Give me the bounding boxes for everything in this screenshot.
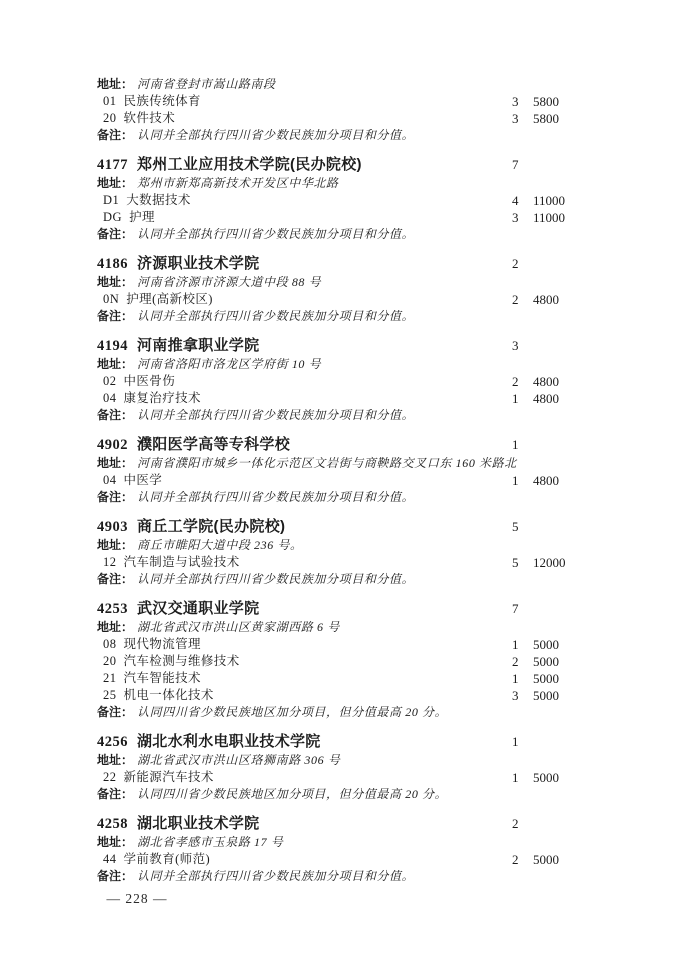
program-count: 1 — [512, 637, 519, 652]
address-text: 河南省濮阳市城乡一体化示范区文岩街与商鞅路交叉口东 160 米路北 — [137, 456, 517, 470]
program-fee: 5000 — [533, 688, 559, 703]
college-title-row — [97, 434, 680, 455]
program-rows — [97, 636, 680, 704]
college-address-row — [97, 175, 680, 192]
program-name: 康复治疗技术 — [123, 391, 201, 405]
college-section — [97, 434, 680, 506]
program-count: 1 — [512, 473, 519, 488]
program-code: D1 — [103, 193, 120, 207]
college-title-row — [97, 154, 680, 175]
college-name: 商丘工学院(民办院校) — [137, 518, 286, 535]
program-rows — [97, 373, 680, 407]
program-count: 1 — [512, 391, 519, 406]
address-label: 地址： — [97, 176, 134, 190]
college-name: 济源职业技术学院 — [137, 255, 260, 272]
program-name: 护理(高新校区) — [126, 292, 213, 306]
program-count: 3 — [512, 688, 519, 703]
college-plan-count: 2 — [512, 256, 519, 271]
college-code: 4253 — [97, 601, 128, 617]
college-name: 湖北职业技术学院 — [137, 815, 260, 832]
program-count: 2 — [512, 654, 519, 669]
program-code: 02 — [103, 374, 117, 388]
college-code: 4177 — [97, 157, 128, 173]
program-fee: 12000 — [533, 555, 566, 570]
program-code: 20 — [103, 654, 117, 668]
program-name: 汽车检测与维修技术 — [123, 654, 240, 668]
address-text: 河南省济源市济源大道中段 88 号 — [137, 275, 322, 289]
college-section — [97, 813, 680, 885]
program-name: 汽车制造与试验技术 — [123, 555, 240, 569]
college-name: 湖北水利水电职业技术学院 — [137, 733, 321, 750]
college-address-row — [97, 537, 680, 554]
college-plan-count: 1 — [512, 437, 519, 452]
address-label: 地址： — [97, 753, 134, 767]
address-label: 地址： — [97, 357, 134, 371]
address-label: 地址： — [97, 620, 134, 634]
program-fee: 5800 — [533, 94, 559, 109]
program-rows — [97, 192, 680, 226]
program-code: 04 — [103, 473, 117, 487]
program-fee: 5000 — [533, 671, 559, 686]
address-text: 湖北省孝感市玉泉路 17 号 — [137, 835, 284, 849]
program-name: 汽车智能技术 — [123, 671, 201, 685]
address-label: 地址： — [97, 538, 134, 552]
college-plan-count: 5 — [512, 519, 519, 534]
college-plan-count: 7 — [512, 157, 519, 172]
program-row — [97, 851, 680, 868]
college-address-row — [97, 619, 680, 636]
program-code: 25 — [103, 688, 117, 702]
program-name: 软件技术 — [123, 111, 176, 125]
college-title-row — [97, 253, 680, 274]
college-code: 4903 — [97, 519, 128, 535]
program-fee: 5000 — [533, 770, 559, 785]
program-fee: 5000 — [533, 637, 559, 652]
program-count: 3 — [512, 111, 519, 126]
college-note-row — [97, 489, 680, 506]
program-fee: 5000 — [533, 852, 559, 867]
program-count: 2 — [512, 292, 519, 307]
note-text: 认同并全部执行四川省少数民族加分项目和分值。 — [137, 572, 415, 586]
note-text: 认同并全部执行四川省少数民族加分项目和分值。 — [137, 309, 415, 323]
college-note-row — [97, 127, 680, 144]
address-text: 湖北省武汉市洪山区黄家湖西路 6 号 — [137, 620, 340, 634]
program-count: 5 — [512, 555, 519, 570]
program-rows — [97, 291, 680, 308]
program-fee: 4800 — [533, 292, 559, 307]
program-code: 08 — [103, 637, 117, 651]
college-list — [97, 76, 680, 895]
college-section — [97, 335, 680, 424]
program-code: 21 — [103, 671, 117, 685]
program-name: 学前教育(师范) — [123, 852, 211, 866]
college-section — [97, 598, 680, 721]
program-row — [97, 653, 680, 670]
college-code: 4256 — [97, 734, 128, 750]
college-note-row — [97, 571, 680, 588]
college-title-row — [97, 516, 680, 537]
college-note-row — [97, 704, 680, 721]
address-text: 河南省洛阳市洛龙区学府街 10 号 — [137, 357, 322, 371]
program-fee: 11000 — [533, 193, 566, 208]
address-label: 地址： — [97, 835, 134, 849]
program-name: 现代物流管理 — [123, 637, 201, 651]
program-rows — [97, 769, 680, 786]
program-rows — [97, 554, 680, 571]
program-row — [97, 110, 680, 127]
college-section — [97, 154, 680, 243]
college-note-row — [97, 786, 680, 803]
college-name: 濮阳医学高等专科学校 — [137, 436, 291, 453]
address-text: 郑州市新郑高新技术开发区中华北路 — [137, 176, 339, 190]
college-address-row — [97, 356, 680, 373]
note-label: 备注： — [97, 705, 134, 719]
college-name: 郑州工业应用技术学院(民办院校) — [137, 156, 362, 173]
program-code: 0N — [103, 292, 120, 306]
program-count: 1 — [512, 770, 519, 785]
program-code: 22 — [103, 770, 117, 784]
address-text: 湖北省武汉市洪山区珞狮南路 306 号 — [137, 753, 341, 767]
college-address-row — [97, 752, 680, 769]
college-plan-count: 1 — [512, 734, 519, 749]
program-row — [97, 209, 680, 226]
program-row — [97, 192, 680, 209]
program-fee: 4800 — [533, 374, 559, 389]
note-label: 备注： — [97, 309, 134, 323]
college-code: 4902 — [97, 437, 128, 453]
college-plan-count: 2 — [512, 816, 519, 831]
program-row — [97, 390, 680, 407]
college-section — [97, 76, 680, 144]
college-name: 武汉交通职业学院 — [137, 600, 260, 617]
college-plan-count: 3 — [512, 338, 519, 353]
program-row — [97, 93, 680, 110]
program-name: 中医学 — [123, 473, 163, 487]
note-label: 备注： — [97, 408, 134, 422]
note-text: 认同四川省少数民族地区加分项目，但分值最高 20 分。 — [137, 787, 448, 801]
program-code: DG — [103, 210, 123, 224]
college-code: 4186 — [97, 256, 128, 272]
college-code: 4194 — [97, 338, 128, 354]
program-count: 1 — [512, 671, 519, 686]
program-count: 3 — [512, 94, 519, 109]
program-count: 2 — [512, 852, 519, 867]
note-label: 备注： — [97, 572, 134, 586]
program-rows — [97, 93, 680, 127]
program-code: 12 — [103, 555, 117, 569]
college-address-row — [97, 76, 680, 93]
program-row — [97, 554, 680, 571]
program-name: 民族传统体育 — [123, 94, 201, 108]
college-note-row — [97, 308, 680, 325]
note-text: 认同并全部执行四川省少数民族加分项目和分值。 — [137, 869, 415, 883]
note-text: 认同四川省少数民族地区加分项目，但分值最高 20 分。 — [137, 705, 448, 719]
college-section — [97, 731, 680, 803]
program-fee: 5000 — [533, 654, 559, 669]
page-number: — 228 — — [106, 891, 168, 906]
note-text: 认同并全部执行四川省少数民族加分项目和分值。 — [137, 128, 415, 142]
college-note-row — [97, 868, 680, 885]
college-section — [97, 516, 680, 588]
program-code: 20 — [103, 111, 117, 125]
program-fee: 5800 — [533, 111, 559, 126]
program-count: 3 — [512, 210, 519, 225]
note-label: 备注： — [97, 490, 134, 504]
program-name: 中医骨伤 — [123, 374, 176, 388]
note-text: 认同并全部执行四川省少数民族加分项目和分值。 — [137, 227, 415, 241]
program-row — [97, 636, 680, 653]
program-code: 04 — [103, 391, 117, 405]
program-rows — [97, 472, 680, 489]
program-fee: 4800 — [533, 473, 559, 488]
address-text: 河南省登封市嵩山路南段 — [137, 77, 276, 91]
note-text: 认同并全部执行四川省少数民族加分项目和分值。 — [137, 490, 415, 504]
note-label: 备注： — [97, 869, 134, 883]
program-name: 大数据技术 — [126, 193, 191, 207]
college-plan-count: 7 — [512, 601, 519, 616]
program-fee: 11000 — [533, 210, 566, 225]
program-row — [97, 769, 680, 786]
program-code: 01 — [103, 94, 117, 108]
college-name: 河南推拿职业学院 — [137, 337, 260, 354]
note-label: 备注： — [97, 227, 134, 241]
program-rows — [97, 851, 680, 868]
college-address-row — [97, 274, 680, 291]
note-text: 认同并全部执行四川省少数民族加分项目和分值。 — [137, 408, 415, 422]
program-row — [97, 373, 680, 390]
program-name: 护理 — [129, 210, 155, 224]
college-note-row — [97, 226, 680, 243]
address-label: 地址： — [97, 456, 134, 470]
program-count: 2 — [512, 374, 519, 389]
program-row — [97, 472, 680, 489]
note-label: 备注： — [97, 128, 134, 142]
college-code: 4258 — [97, 816, 128, 832]
program-fee: 4800 — [533, 391, 559, 406]
college-section — [97, 253, 680, 325]
program-row — [97, 291, 680, 308]
college-address-row — [97, 834, 680, 851]
college-address-row — [97, 455, 680, 472]
college-title-row — [97, 335, 680, 356]
program-row — [97, 687, 680, 704]
program-code: 44 — [103, 852, 117, 866]
college-title-row — [97, 598, 680, 619]
college-note-row — [97, 407, 680, 424]
program-name: 新能源汽车技术 — [123, 770, 214, 784]
address-text: 商丘市睢阳大道中段 236 号。 — [137, 538, 303, 552]
college-title-row — [97, 731, 680, 752]
college-title-row — [97, 813, 680, 834]
program-name: 机电一体化技术 — [123, 688, 214, 702]
program-count: 4 — [512, 193, 519, 208]
note-label: 备注： — [97, 787, 134, 801]
program-row — [97, 670, 680, 687]
address-label: 地址： — [97, 77, 134, 91]
address-label: 地址： — [97, 275, 134, 289]
